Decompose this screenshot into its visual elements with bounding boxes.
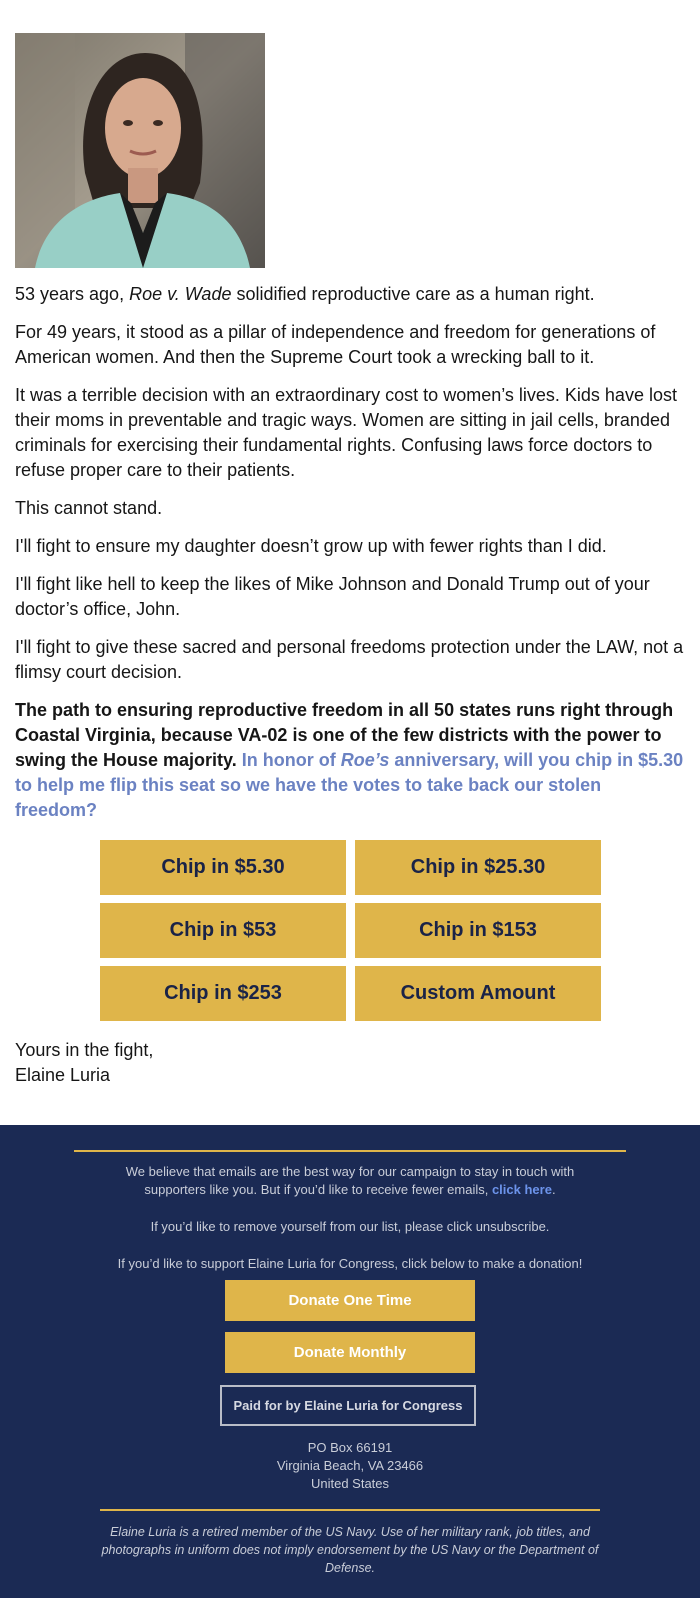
- paragraph-cannot-stand: This cannot stand.: [15, 498, 163, 518]
- chip-in-5-30-button[interactable]: Chip in $5.30: [100, 840, 346, 895]
- chip-in-53-button[interactable]: Chip in $53: [100, 903, 346, 958]
- fewer-emails-text: We believe that emails are the best way for our campaign to stay in touch with supporters like you. But if you’d like to receive fewer emails, click here.: [125, 1164, 575, 1197]
- support-text: If you’d like to support Elaine Luria for Congress, click below to make a donation!: [117, 1256, 583, 1271]
- paid-for-box: Paid for by Elaine Luria for Congress: [220, 1385, 476, 1426]
- signoff: [15, 1038, 153, 1088]
- signoff-closing: Yours in the fight,: [15, 1040, 154, 1060]
- unsubscribe-text[interactable]: If you’d like to remove yourself from our list, please click unsubscribe.: [150, 1219, 550, 1234]
- paragraph-cost: It was a terrible decision with an extraordinary cost to women’s lives. Kids have lost their moms in preventable and tragic ways. Women are sitting in jail cells, branded criminals for exercising their fundamental rights. Confusing laws force doctors to refuse proper care to their patients.: [15, 385, 677, 480]
- paragraph-fight-like-hell: I'll fight like hell to keep the likes of Mike Johnson and Donald Trump out of your doctor’s office, John.: [15, 574, 650, 619]
- donate-monthly-button[interactable]: Donate Monthly: [225, 1332, 475, 1373]
- paragraph-roe: 53 years ago, Roe v. Wade solidified reproductive care as a human right.: [15, 284, 595, 304]
- chip-in-25-30-button[interactable]: Chip in $25.30: [355, 840, 601, 895]
- footer-bottom-divider: [100, 1509, 600, 1511]
- address-line-2: Virginia Beach, VA 23466: [276, 1458, 424, 1473]
- ask-link-text[interactable]: In honor of Roe’s anniversary, will you chip in $5.30 to help me flip this seat so we have the votes to take back our stolen freedom?: [15, 750, 684, 820]
- paragraph-daughter: I'll fight to ensure my daughter doesn’t grow up with fewer rights than I did.: [15, 536, 607, 556]
- signoff-name: Elaine Luria: [15, 1065, 111, 1085]
- paragraph-law: I'll fight to give these sacred and personal freedoms protection under the LAW, not a flimsy court decision.: [15, 637, 684, 682]
- candidate-photo: [15, 33, 265, 268]
- address-line-3: United States: [310, 1476, 390, 1491]
- portrait-illustration: [15, 33, 265, 268]
- paragraph-pillar: For 49 years, it stood as a pillar of independence and freedom for generations of American women. And then the Supreme Court took a wrecking ball to it.: [15, 322, 656, 367]
- navy-disclaimer: Elaine Luria is a retired member of the US Navy. Use of her military rank, job titles, and photographs in uniform does not imply endorsement by the US Navy or the Department of Defense.: [101, 1525, 599, 1575]
- click-here-link[interactable]: click here: [491, 1182, 552, 1197]
- paragraph-ask: The path to ensuring reproductive freedom in all 50 states runs right through Coastal Virginia, because VA-02 is one of the few districts with the power to swing the House majority. In honor of Roe’s anniversary, will you chip in $5.30 to help me flip this seat so we have the votes to take back our stolen freedom?: [15, 700, 684, 820]
- chip-in-153-button[interactable]: Chip in $153: [355, 903, 601, 958]
- email-body: [15, 33, 685, 836]
- custom-amount-button[interactable]: Custom Amount: [355, 966, 601, 1021]
- chip-in-253-button[interactable]: Chip in $253: [100, 966, 346, 1021]
- donate-one-time-button[interactable]: Donate One Time: [225, 1280, 475, 1321]
- footer-top-divider: [74, 1150, 626, 1152]
- address-line-1: PO Box 66191: [307, 1440, 393, 1455]
- footer: [0, 1125, 700, 1598]
